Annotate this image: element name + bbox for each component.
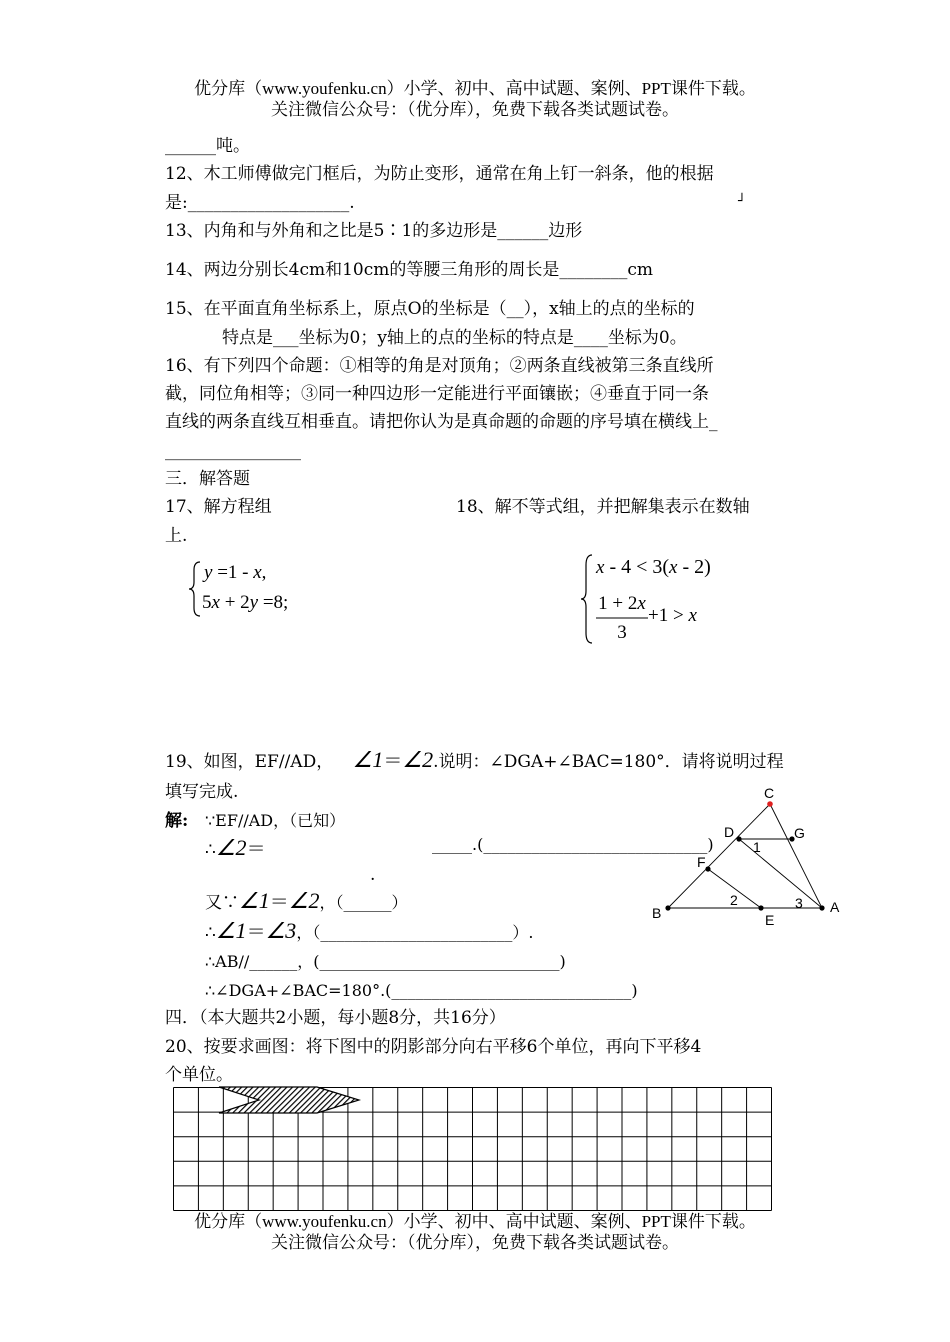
section-4-heading: 四．（本大题共2小题，每小题8分，共16分） xyxy=(165,1008,506,1028)
q19-step-2-dot: . xyxy=(370,865,376,885)
q19-line-2: 填写完成. xyxy=(165,782,239,802)
q20-line-2: 个单位。 xyxy=(165,1065,233,1085)
label-angle-1: 1 xyxy=(753,839,761,855)
q19-line-1: 19、如图，EF//AD， ∠1＝∠2.说明：∠DGA+∠BAC=180°．请将说明过程 xyxy=(165,747,784,772)
point-E xyxy=(758,905,763,910)
q18-fraction-numerator: 1 + 2x xyxy=(598,593,646,614)
label-angle-2: 2 xyxy=(730,892,738,908)
q18-title-cont: 上. xyxy=(165,526,188,546)
label-C: C xyxy=(764,785,775,801)
label-F: F xyxy=(697,854,706,870)
q17-title: 17、解方程组 xyxy=(165,497,272,517)
section-3-heading: 三．解答题 xyxy=(165,469,250,489)
footer-line-1: 优分库（www.youfenku.cn）小学、初中、高中试题、案例、PPT课件下载。 xyxy=(194,1212,756,1231)
q18-ineq-2-rest: +1 > x xyxy=(648,605,697,626)
point-B xyxy=(665,905,670,910)
q15-line-1: 15、在平面直角坐标系上，原点O的坐标是（__），x轴上的点的坐标的 xyxy=(165,299,695,319)
q19-step-2: ∴∠2＝ xyxy=(205,835,266,860)
point-C xyxy=(767,801,773,807)
label-B: B xyxy=(652,905,662,921)
q12-line-1: 12、木工师傅做完门框后，为防止变形，通常在角上钉一斜条，他的根据 xyxy=(165,164,714,184)
shaded-shape xyxy=(219,1087,359,1113)
q17-eq-2: 5x + 2y =8; xyxy=(202,592,289,613)
q18-ineq-1: x - 4 < 3(x - 2) xyxy=(596,556,711,578)
header-line-2: 关注微信公众号：（优分库），免费下载各类试题试卷。 xyxy=(271,100,679,119)
q20-line-1: 20、按要求画图：将下图中的阴影部分向右平移6个单位，再向下平移4 xyxy=(165,1037,702,1057)
q18-fraction-denominator: 3 xyxy=(617,622,627,643)
point-F xyxy=(705,866,710,871)
q18-brace xyxy=(580,553,596,645)
header-line-1: 优分库（www.youfenku.cn）小学、初中、高中试题、案例、PPT课件下载。 xyxy=(194,79,756,98)
q16-line-1: 16、有下列四个命题：①相等的角是对顶角；②两条直线被第三条直线所 xyxy=(165,356,714,376)
q12-line-2: 是:___________________. xyxy=(165,193,355,213)
label-G: G xyxy=(794,825,805,841)
segment-CA xyxy=(770,804,822,908)
q19-step-5: ∴AB//______，(______________________________) xyxy=(205,952,566,971)
q19-step-1: ∵EF//AD，（已知） xyxy=(205,811,346,830)
footer-line-2: 关注微信公众号：（优分库），免费下载各类试题试卷。 xyxy=(271,1233,679,1252)
q13: 13、内角和与外角和之比是5∶1的多边形是______边形 xyxy=(165,221,583,241)
label-D: D xyxy=(724,824,735,840)
q16-line-4: ________________ xyxy=(165,441,301,461)
q18-title: 18、解不等式组，并把解集表示在数轴 xyxy=(456,497,750,517)
segment-BC xyxy=(668,804,770,908)
q20-grid xyxy=(173,1087,772,1211)
segment-DA xyxy=(739,839,822,908)
q19-solution-label: 解: xyxy=(165,811,189,831)
point-A xyxy=(819,905,824,910)
label-E: E xyxy=(765,912,775,928)
q19-step-4: ∴∠1＝∠3，（________________________）. xyxy=(205,918,534,943)
q19-geometry-figure xyxy=(640,780,860,940)
q14: 14、两边分别长4cm和10cm的等腰三角形的周长是________cm xyxy=(165,260,654,280)
q17-eq-1: y =1 - x, xyxy=(204,562,267,583)
q15-line-2: 特点是___坐标为0；y轴上的点的坐标的特点是____坐标为0。 xyxy=(222,328,687,348)
q19-step-2-blank: _____.(____________________________) xyxy=(432,835,714,854)
label-A: A xyxy=(830,899,840,915)
q19-step-6: ∴∠DGA+∠BAC=180°.(______________________________) xyxy=(205,981,638,1000)
q16-line-3: 直线的两条直线互相垂直。请把你认为是真命题的命题的序号填在横线上_ xyxy=(165,412,718,432)
q18-fraction-bar xyxy=(596,617,648,619)
q11-tail: ______吨。 xyxy=(165,136,250,156)
paragraph-mark: ┘ xyxy=(738,194,746,209)
q16-line-2: 截，同位角相等；③同一种四边形一定能进行平面镶嵌；④垂直于同一条 xyxy=(165,384,709,404)
point-D xyxy=(736,836,741,841)
label-angle-3: 3 xyxy=(795,895,803,911)
q19-step-3: 又∵∠1＝∠2，（______） xyxy=(205,888,408,913)
